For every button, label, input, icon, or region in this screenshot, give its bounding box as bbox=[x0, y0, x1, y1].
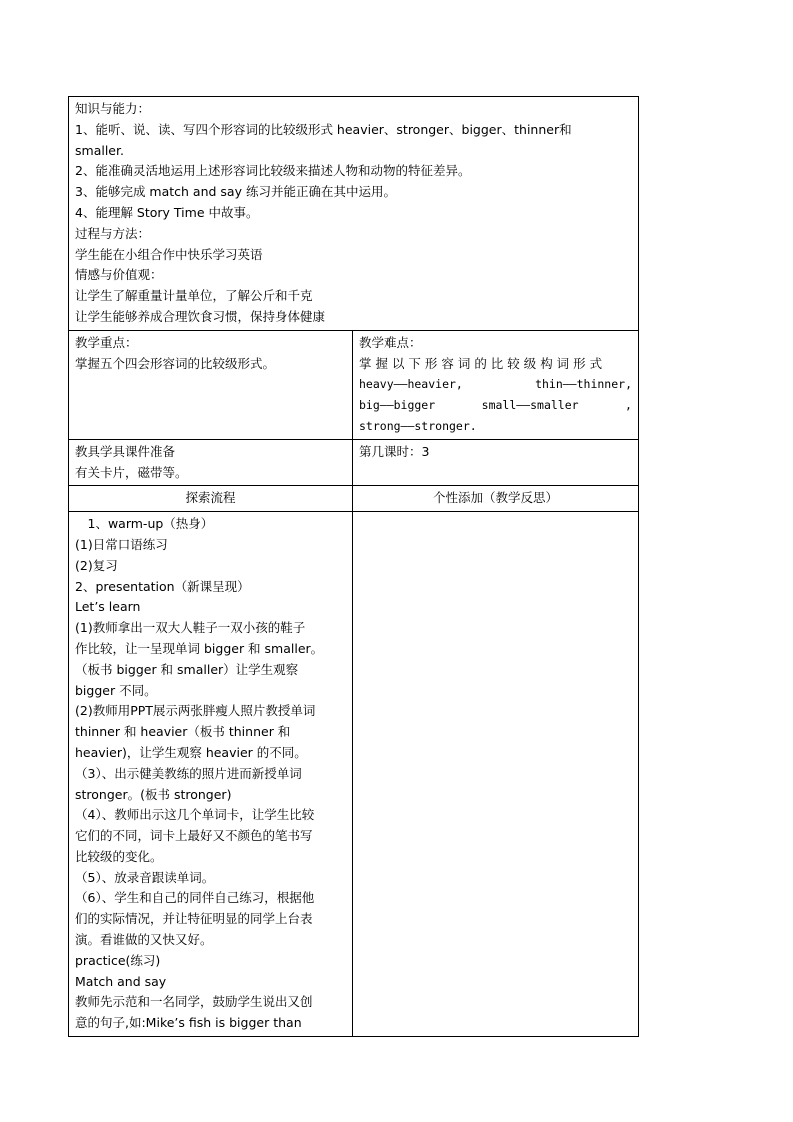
flow-line: practice(练习) bbox=[75, 952, 161, 968]
objective-item: 1、能听、说、读、写四个形容词的比较级形式 heavier、stronger、bigger、thinner和 bbox=[75, 121, 572, 137]
objective-item: smaller. bbox=[75, 142, 124, 158]
flow-line: (2)复习 bbox=[75, 557, 118, 573]
objective-item: 4、能理解 Story Time 中故事。 bbox=[75, 204, 259, 220]
flow-line: Let’s learn bbox=[75, 599, 141, 615]
flow-row bbox=[69, 512, 639, 1037]
section-header-row bbox=[69, 486, 639, 512]
period-cell bbox=[353, 439, 639, 486]
flow-line: 1、warm-up（热身） bbox=[75, 516, 214, 532]
flow-line: 它们的不同，词卡上最好又不颜色的笔书写 bbox=[75, 828, 313, 844]
reflection-cell bbox=[353, 512, 639, 1037]
difficulties-word-pair: strong——stronger. bbox=[359, 418, 477, 433]
key-points-cell bbox=[69, 330, 353, 439]
materials-row bbox=[69, 439, 639, 486]
flow-line: 演。看谁做的又快又好。 bbox=[75, 932, 213, 948]
materials-text: 有关卡片，磁带等。 bbox=[75, 464, 188, 480]
period-label-text: 第几课时： bbox=[359, 443, 422, 459]
flow-line: 作比较，让一呈现单词 bigger 和 smaller。 bbox=[75, 640, 324, 656]
materials-label: 教具学具课件准备 bbox=[75, 443, 176, 459]
flow-line: 2、presentation（新课呈现） bbox=[75, 578, 250, 594]
flow-line: 比较级的变化。 bbox=[75, 848, 163, 864]
flow-line: thinner 和 heavier（板书 thinner 和 bbox=[75, 724, 291, 740]
flow-line: Match and say bbox=[75, 973, 167, 989]
flow-line: 意的句子,如:Mike’s fish is bigger than bbox=[75, 1015, 302, 1031]
flow-line: (2)教师用PPT展示两张胖瘦人照片教授单词 bbox=[75, 703, 316, 719]
flow-line: 教师先示范和一名同学，鼓励学生说出又创 bbox=[75, 994, 313, 1010]
flow-line: （4）、教师出示这几个单词卡，让学生比较 bbox=[75, 807, 315, 823]
objectives-cell bbox=[69, 97, 639, 331]
difficulties-line bbox=[359, 374, 632, 395]
difficulties-word-pair: small——smaller bbox=[481, 398, 579, 413]
flow-line: （3）、出示健美教练的照片进而新授单词 bbox=[75, 765, 302, 781]
materials-cell bbox=[69, 439, 353, 486]
emotion-heading: 情感与价值观： bbox=[75, 267, 163, 283]
difficulties-label: 教学难点： bbox=[359, 334, 422, 350]
difficulties-comma: , bbox=[625, 398, 632, 413]
difficulties-cell bbox=[353, 330, 639, 439]
lesson-plan-table bbox=[68, 96, 639, 1037]
key-points-text: 掌握五个四会形容词的比较级形式。 bbox=[75, 355, 276, 371]
difficulties-word-pair: thin——thinner, bbox=[535, 377, 632, 392]
flow-line: stronger。(板书 stronger) bbox=[75, 786, 232, 802]
emotion-item: 让学生能够养成合理饮食习惯，保持身体健康 bbox=[75, 308, 326, 324]
knowledge-heading: 知识与能力： bbox=[75, 101, 151, 116]
flow-line: (1)日常口语练习 bbox=[75, 536, 168, 552]
difficulties-word-pair: heavy——heavier, bbox=[359, 377, 463, 392]
objective-item: 3、能够完成 match and say 练习并能正确在其中运用。 bbox=[75, 184, 396, 200]
flow-line: 们的实际情况，并让特征明显的同学上台表 bbox=[75, 911, 313, 927]
objective-item: 2、能准确灵活地运用上述形容词比较级来描述人物和动物的特征差异。 bbox=[75, 163, 471, 179]
key-points-row bbox=[69, 330, 639, 439]
flow-line: (1)教师拿出一双大人鞋子一双小孩的鞋子 bbox=[75, 620, 306, 636]
flow-line: bigger 不同。 bbox=[75, 682, 157, 698]
flow-line: （板书 bigger 和 smaller）让学生观察 bbox=[75, 661, 299, 677]
flow-line: （6）、学生和自己的同伴自己练习，根据他 bbox=[75, 890, 315, 906]
flow-cell bbox=[69, 512, 353, 1037]
process-text: 学生能在小组合作中快乐学习英语 bbox=[75, 246, 263, 262]
objectives-row bbox=[69, 97, 639, 331]
flow-header: 探索流程 bbox=[69, 486, 353, 512]
difficulties-word-pair: big——bigger bbox=[359, 398, 436, 413]
reflection-header: 个性添加（教学反思） bbox=[353, 486, 639, 512]
flow-line: （5）、放录音跟读单词。 bbox=[75, 869, 215, 885]
period-value: 3 bbox=[421, 443, 430, 459]
process-heading: 过程与方法： bbox=[75, 225, 151, 241]
flow-line: heavier)，让学生观察 heavier 的不同。 bbox=[75, 744, 307, 760]
period-label bbox=[359, 442, 632, 463]
difficulties-line: 掌 握 以 下 形 容 词 的 比 较 级 构 词 形 式 bbox=[359, 355, 603, 371]
difficulties-line bbox=[359, 395, 632, 416]
emotion-item: 让学生了解重量计量单位，了解公斤和千克 bbox=[75, 288, 313, 304]
key-points-label: 教学重点： bbox=[75, 334, 138, 350]
